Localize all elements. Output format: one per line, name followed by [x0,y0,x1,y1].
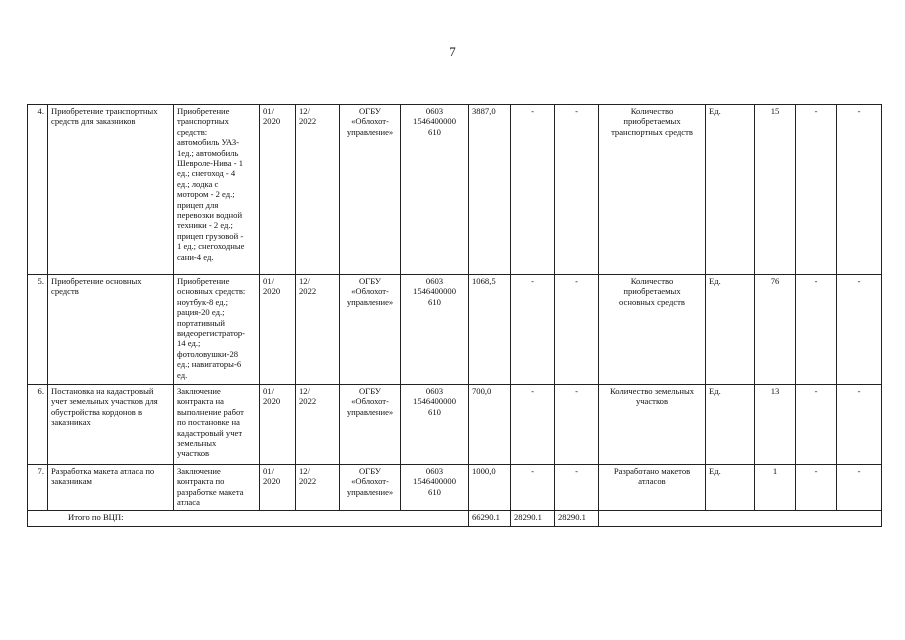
budget-code: 0603 1546400000 610 [401,465,469,511]
indicator-value: 76 [755,275,796,385]
funding-total: 3887,0 [469,105,511,275]
activity-name: Постановка на кадастровый учет земельных участков для обустройства кордонов в заказниках [48,385,174,465]
executor: ОГБУ «Облохот- управление» [340,465,401,511]
budget-code: 0603 1546400000 610 [401,105,469,275]
activity-action: Заключение контракта по разработке макета атласа [174,465,260,511]
indicator-name: Разработано макетов атласов [599,465,706,511]
row-number: 5. [28,275,48,385]
funding-2022: - [555,275,599,385]
end-date: 12/ 2022 [296,385,340,465]
row-number: 4. [28,105,48,275]
activity-name: Разработка макета атласа по заказникам [48,465,174,511]
executor: ОГБУ «Облохот- управление» [340,275,401,385]
end-date: 12/ 2022 [296,275,340,385]
total-row [28,511,882,527]
funding-2021: - [511,465,555,511]
total-2021: 28290.1 [511,511,555,527]
indicator-value-3: - [837,465,882,511]
table-row [28,275,882,385]
budget-code: 0603 1546400000 610 [401,385,469,465]
total-sum: 66290.1 [469,511,511,527]
end-date: 12/ 2022 [296,105,340,275]
executor: ОГБУ «Облохот- управление» [340,105,401,275]
table-row [28,385,882,465]
start-date: 01/ 2020 [260,275,296,385]
activity-action: Приобретение основных средств: ноутбук-8 ед.; рация-20 ед.; портативный видеорегистратор- 14 ед.; фотоловушки-28 ед.; навигаторы-6 ед. [174,275,260,385]
total-label: Итого по ВЦП: [28,511,469,527]
start-date: 01/ 2020 [260,385,296,465]
indicator-value-3: - [837,275,882,385]
indicator-name: Количество приобретаемых основных средств [599,275,706,385]
indicator-value: 15 [755,105,796,275]
funding-2022: - [555,105,599,275]
funding-total: 1000,0 [469,465,511,511]
table-row [28,105,882,275]
funding-2021: - [511,275,555,385]
indicator-name: Количество приобретаемых транспортных средств [599,105,706,275]
indicator-value-2: - [796,465,837,511]
program-activities-table [27,104,882,527]
indicator-value-3: - [837,105,882,275]
start-date: 01/ 2020 [260,105,296,275]
unit: Ед. [706,275,755,385]
funding-total: 1068,5 [469,275,511,385]
activity-name: Приобретение основных средств [48,275,174,385]
total-2022: 28290.1 [555,511,599,527]
start-date: 01/ 2020 [260,465,296,511]
activity-name: Приобретение транспортных средств для заказников [48,105,174,275]
activity-action: Приобретение транспортных средств: автомобиль УАЗ- 1ед.; автомобиль Шевроле-Нива - 1 ед.; снегоход - 4 ед.; лодка с мотором - 2 ед.; прицеп для перевозки водной техники - 2 ед.; прицеп грузовой - 1 ед.; снегоходные сани-4 ед. [174,105,260,275]
indicator-value-2: - [796,275,837,385]
indicator-value-3: - [837,385,882,465]
row-number: 7. [28,465,48,511]
page-number: 7 [449,44,456,59]
budget-code: 0603 1546400000 610 [401,275,469,385]
funding-2021: - [511,385,555,465]
row-number: 6. [28,385,48,465]
funding-2021: - [511,105,555,275]
total-empty [599,511,882,527]
indicator-value-2: - [796,105,837,275]
unit: Ед. [706,385,755,465]
funding-2022: - [555,385,599,465]
table-row [28,465,882,511]
funding-total: 700,0 [469,385,511,465]
indicator-name: Количество земельных участков [599,385,706,465]
end-date: 12/ 2022 [296,465,340,511]
indicator-value: 13 [755,385,796,465]
unit: Ед. [706,465,755,511]
funding-2022: - [555,465,599,511]
executor: ОГБУ «Облохот- управление» [340,385,401,465]
indicator-value-2: - [796,385,837,465]
indicator-value: 1 [755,465,796,511]
activity-action: Заключение контракта на выполнение работ по постановке на кадастровый учет земельных участков [174,385,260,465]
unit: Ед. [706,105,755,275]
